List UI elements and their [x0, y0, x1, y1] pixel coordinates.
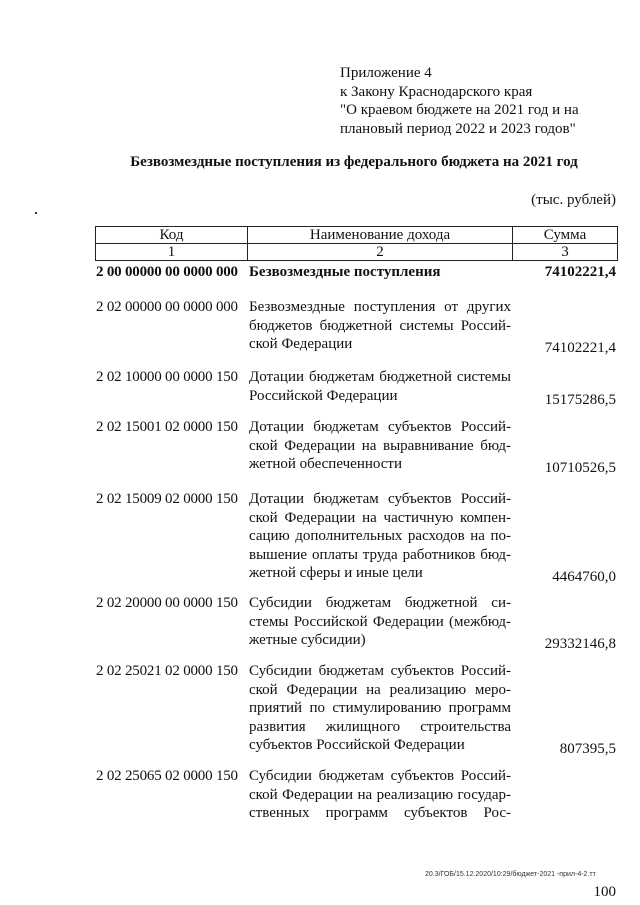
row-code: 2 02 15009 02 0000 150 — [96, 491, 238, 507]
row-name — [249, 263, 511, 282]
row-name-line: развития жилищного строительства — [249, 718, 511, 735]
header-num-code: 1 — [96, 244, 248, 261]
row-name-line: бюджетов бюджетной системы Россий- — [249, 317, 511, 334]
row-name-line: Безвозмездные поступления от других — [249, 299, 511, 315]
footer-file-stamp: 20.3/ГОБ/15.12.2020/10:29/бюджет-2021 -прил-4-2.тт — [425, 871, 596, 878]
row-name-line: жетной обеспеченности — [249, 456, 402, 472]
row-name — [249, 368, 511, 405]
row-name-line: вышение оплаты труда работников бюд- — [249, 546, 511, 563]
page-number: 100 — [593, 884, 616, 900]
row-code: 2 02 25021 02 0000 150 — [96, 663, 238, 679]
row-name-line: Дотации бюджетам бюджетной системы — [249, 369, 511, 385]
header-num-sum: 3 — [513, 244, 618, 261]
row-name — [249, 594, 511, 650]
row-name — [249, 662, 511, 755]
page-title: Безвозмездные поступления из федерального бюджета на 2021 год — [130, 154, 578, 170]
row-name-line: ской Федерации на выравнивание бюд- — [249, 437, 511, 454]
row-name-line: Субсидии бюджетам субъектов Россий- — [249, 768, 511, 784]
row-sum: 29332146,8 — [544, 636, 616, 652]
units-label: (тыс. рублей) — [531, 192, 616, 208]
row-name-line: Субсидии бюджетам бюджетной си- — [249, 595, 511, 611]
row-name-line: сацию дополнительных расходов на по- — [249, 528, 511, 544]
row-name — [249, 298, 511, 354]
row-name-line: Субсидии бюджетам субъектов Россий- — [249, 663, 511, 679]
row-code: 2 02 10000 00 0000 150 — [96, 369, 238, 385]
row-code: 2 02 00000 00 0000 000 — [96, 299, 238, 315]
row-code: 2 02 15001 02 0000 150 — [96, 419, 238, 435]
header-num-name: 2 — [248, 244, 513, 261]
row-name-line: ской Федерации — [249, 336, 353, 352]
row-sum: 74102221,4 — [544, 340, 616, 356]
annex-line: к Закону Краснодарского края — [340, 83, 533, 100]
row-name-line: ственных программ субъектов Рос- — [249, 805, 511, 821]
row-name-line: ской Федерации на частичную компен- — [249, 509, 511, 526]
row-name-line: Российской Федерации — [249, 387, 398, 404]
row-name-line: жетной сферы и иные цели — [249, 565, 423, 581]
header-code: Код — [96, 227, 248, 244]
row-name-line: приятий по стимулированию программ — [249, 700, 511, 716]
header-sum: Сумма — [513, 227, 618, 244]
annex-line: плановый период 2022 и 2023 годов" — [340, 120, 576, 137]
row-sum: 807395,5 — [559, 741, 616, 757]
row-name-line: Дотации бюджетам субъектов Россий- — [249, 491, 511, 507]
row-name-line: стемы Российской Федерации (межбюд- — [249, 613, 511, 630]
row-code: 2 02 25065 02 0000 150 — [96, 768, 238, 784]
header-name: Наименование дохода — [248, 227, 513, 244]
row-name — [249, 767, 511, 823]
row-name — [249, 490, 511, 583]
row-name — [249, 418, 511, 474]
row-sum: 4464760,0 — [552, 569, 616, 585]
row-code: 2 00 00000 00 0000 000 — [96, 264, 238, 280]
row-name-line: жетные субсидии) — [249, 632, 366, 648]
row-name-line: субъектов Российской Федерации — [249, 737, 465, 753]
row-name-line: ской Федерации на реализацию государ- — [249, 786, 511, 803]
row-sum: 15175286,5 — [544, 391, 616, 408]
annex-line: "О краевом бюджете на 2021 год и на — [340, 102, 579, 118]
annex-line: Приложение 4 — [340, 65, 432, 81]
row-code: 2 02 20000 00 0000 150 — [96, 595, 238, 611]
row-sum: 74102221,4 — [544, 264, 616, 280]
row-name-line: ской Федерации на реализацию меро- — [249, 681, 511, 698]
row-sum: 10710526,5 — [544, 460, 616, 476]
row-name-line: Безвозмездные поступления — [249, 264, 441, 280]
row-name-line: Дотации бюджетам субъектов Россий- — [249, 419, 511, 435]
